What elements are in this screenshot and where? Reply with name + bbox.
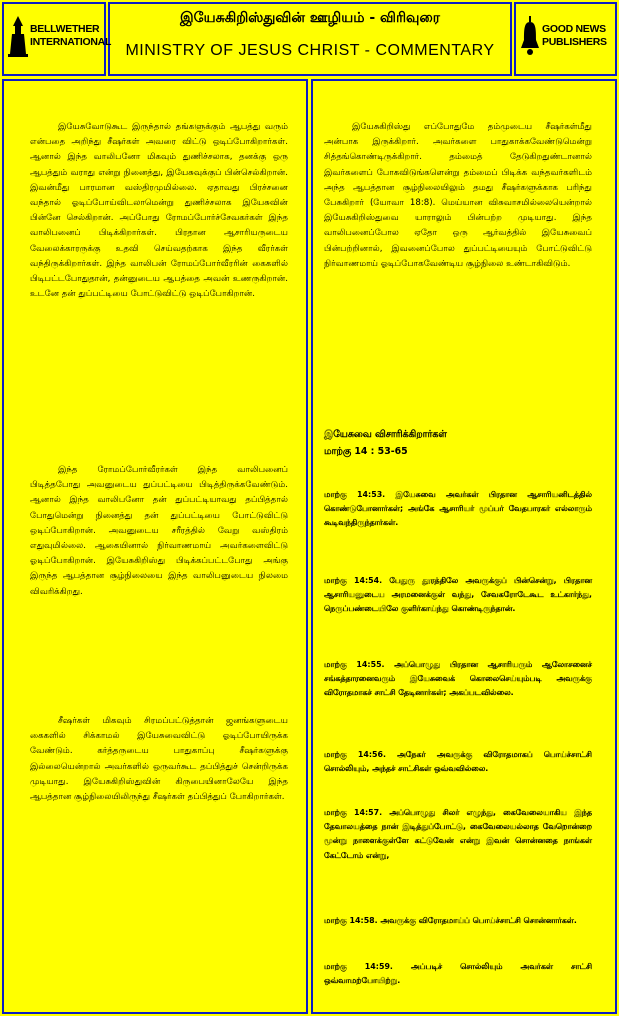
verse-14-53: மாற்கு 14:53. இயேசுவை அவர்கள் பிரதான ஆசாரியனிடத்தில் கொண்டுபோனார்கள்; அங்கே ஆசாரியர் மூப்பர் வேதபாரகர் எல்லாரும் கூடிவந்திருந்தார்கள். bbox=[324, 490, 592, 528]
verse-14-59: மாற்கு 14:59. அப்படிச் சொல்லியும் அவர்கள் சாட்சி ஒவ்வாமற்போயிற்று. bbox=[324, 962, 592, 986]
bellwether-logo bbox=[8, 14, 111, 58]
section-title: இயேசுவை விசாரிக்கிறார்கள் bbox=[324, 429, 447, 440]
verse-14-58: மாற்கு 14:58. அவருக்கு விரோதமாய்ப் பொய்ச்சாட்சி சொன்னார்கள். bbox=[324, 916, 577, 925]
left-paragraph-3-text: சீஷர்கள் மிகவும் சிரமப்பட்டுத்தான் ஜனங்களுடைய கைகளில் சிக்காமல் இயேசுவைவிட்டு ஓடிப்போயிருக்க வேண்டும். கர்த்தருடைய பாதுகாப்பு சீஷர்களுக்கு இல்லையென்றால் அவர்களில் ஒருவர்கூட தப்பித்துச் சென்றிருக்க முடியாது. இயேசுகிறிஸ்துவின் கிருபையினாலேயே இந்த ஆபத்தான சூழ்நிலையிலிருந்து சீஷர்கள் தப்பித்துப் போகிறார்கள். bbox=[30, 716, 288, 803]
good-news-line1: GOOD NEWS bbox=[542, 23, 606, 35]
good-news-bell-icon bbox=[520, 14, 540, 58]
page-title-english: MINISTRY OF JESUS CHRIST - COMMENTARY bbox=[125, 42, 495, 59]
verse-14-56: மாற்கு 14:56. அநேகர் அவருக்கு விரோதமாகப் பொய்ச்சாட்சி சொல்லியும், அந்தச் சாட்சிகள் ஒவ்வவில்லை. bbox=[324, 750, 592, 774]
left-paragraph-1 bbox=[30, 120, 288, 302]
verse-14-57: மாற்கு 14:57. அப்பொழுது சிலர் எழுந்து, கைவேலையாகிய இந்த தேவாலயத்தை நான் இடித்துப்போட்டு, கைவேலையல்லாத வேறொன்றை மூன்று நாளைக்குள்ளே கட்டுவேன் என்று இவன் சொன்னதை நாங்கள் கேட்டோம் என்று, bbox=[324, 808, 592, 860]
good-news-logo bbox=[520, 14, 607, 58]
section-heading bbox=[324, 426, 592, 460]
verse-14-54: மாற்கு 14:54. பேதுரு தூரத்திலே அவருக்குப் பின்சென்று, பிரதான ஆசாரியனுடைய அரமனைக்குள் வந்து, சேவகரோடேகூட உட்கார்ந்து, நெருப்பண்டையிலே குளிர்காய்ந்து கொண்டிருந்தான். bbox=[324, 576, 592, 614]
left-paragraph-3 bbox=[30, 714, 288, 805]
verse-14-55: மாற்கு 14:55. அப்பொழுது பிரதான ஆசாரியரும் ஆலோசனைச் சங்கத்தாரனைவரும் இயேசுவைக் கொலைசெய்யும்படி அவருக்கு விரோதமாகச் சாட்சி தேடினார்கள்; அகப்படவில்லை. bbox=[324, 660, 592, 698]
bellwether-tower-icon bbox=[8, 14, 28, 58]
page-title-tamil: இயேசுகிறிஸ்துவின் ஊழியம் - விரிவுரை bbox=[180, 10, 440, 26]
right-intro-paragraph bbox=[324, 120, 592, 272]
left-paragraph-2 bbox=[30, 463, 288, 600]
right-intro-text: இயேசுகிறிஸ்து எப்போதுமே தம்முடைய சீஷர்கள்மீது அன்பாக இருக்கிறார். அவர்களை பாதுகாக்கவேண்டுமென்று சித்தங்கொண்டிருக்கிறார். தம்மைத் தேடுகிறதுண்டானால் இவர்களைப் போகவிடுங்களென்று தம்மைப் பிடிக்க வந்தவர்களிடம் அந்த ஆபத்தான சூழ்நிலையிலும் தமது சீஷர்களுக்காக பரிந்து பேசுகிறார் (யோவா 18:8). மெய்யான விசுவாசமில்லையென்றால் இயேசுகிறிஸ்துவை யாராலும் பின்பற்ற முடியாது. இந்த வாலிபனைப்போல ஏதோ ஒரு ஆர்வத்தில் இயேசுவைப் பின்பற்றினால், இவனைப்போல துப்பட்டியையும் போட்டுவிட்டு நிர்வாணமாய் ஓடிப்போகவேண்டிய சூழ்நிலை உண்டாகிவிடும். bbox=[324, 122, 592, 269]
left-paragraph-2-text: இந்த ரோமப்போர்வீரர்கள் இந்த வாலிபனைப் பிடித்தபோது அவனுடைய துப்பட்டியை பிடித்திருக்கவேண்டும். ஆனால் இந்த வாலிபனோ தன் துப்பட்டியாவது தப்பித்தால் போதுமென்று நினைத்து தன் துப்பட்டியை போட்டுவிட்டு ஒடிப்போகிறான். அவனுடைய சரீரத்தில் வேறு வஸ்திரம் எதுவுமில்லை. ஆகையினால் நிர்வாணமாய் அவர்களைவிட்டு ஓடிப்போகிறான். இயேசுகிறிஸ்து பிடிக்கப்பட்டபோது அங்கு இருந்த ஆபத்தான சூழ்நிலையை இந்த வாலிபனுடைய நிலமை விவரிக்கிறது. bbox=[30, 465, 288, 597]
section-reference: மாற்கு 14 : 53-65 bbox=[324, 446, 408, 457]
bellwether-line1: BELLWETHER bbox=[30, 23, 100, 35]
left-paragraph-1-text: இயேசுவோடுகூட இருந்தால் தங்களுக்கும் ஆபத்து வரும் என்பதை அறிந்து சீஷர்கள் அவரை விட்டு ஒடிப்போகிறார்கள். ஆனால் இந்த வாலிபனோ மிகவும் துணிச்சலாக, தனக்கு ஒரு ஆபத்தும் வராது என்று நினைத்து, இயேசுவுக்குப் பின்செல்கிறான். இவன்மீது பாரமான வஸ்திரமுமில்லை. ஏதாவது பிரச்சனை வந்தால் ஓடிப்போய்விடலாமென்று துணிச்சலாக இயேசுவின் பின்னே செல்கிறான். அப்போது ரோமப்போர்ச்சேவகர்கள் இந்த வாலிபனைப் பிடிக்கிறார்கள். பிரதான ஆசாரியருடைய வேலைக்காரருக்கு உதவி செய்வதற்காக இந்த வீரர்கள் வந்திருக்கிறார்கள். இந்த வாலிபன் ரோமப்போர்வீரரின் கைகளில் பிடிபட்டபோதுதான், தன்னுடைய ஆபத்தை அவன் உணருகிறான். உடனே தன் துப்பட்டியை போட்டுவிட்டு ஒடிப்போகிறான். bbox=[30, 122, 288, 300]
good-news-line2: PUBLISHERS bbox=[542, 36, 607, 48]
bellwether-line2: INTERNATIONAL bbox=[30, 36, 112, 48]
